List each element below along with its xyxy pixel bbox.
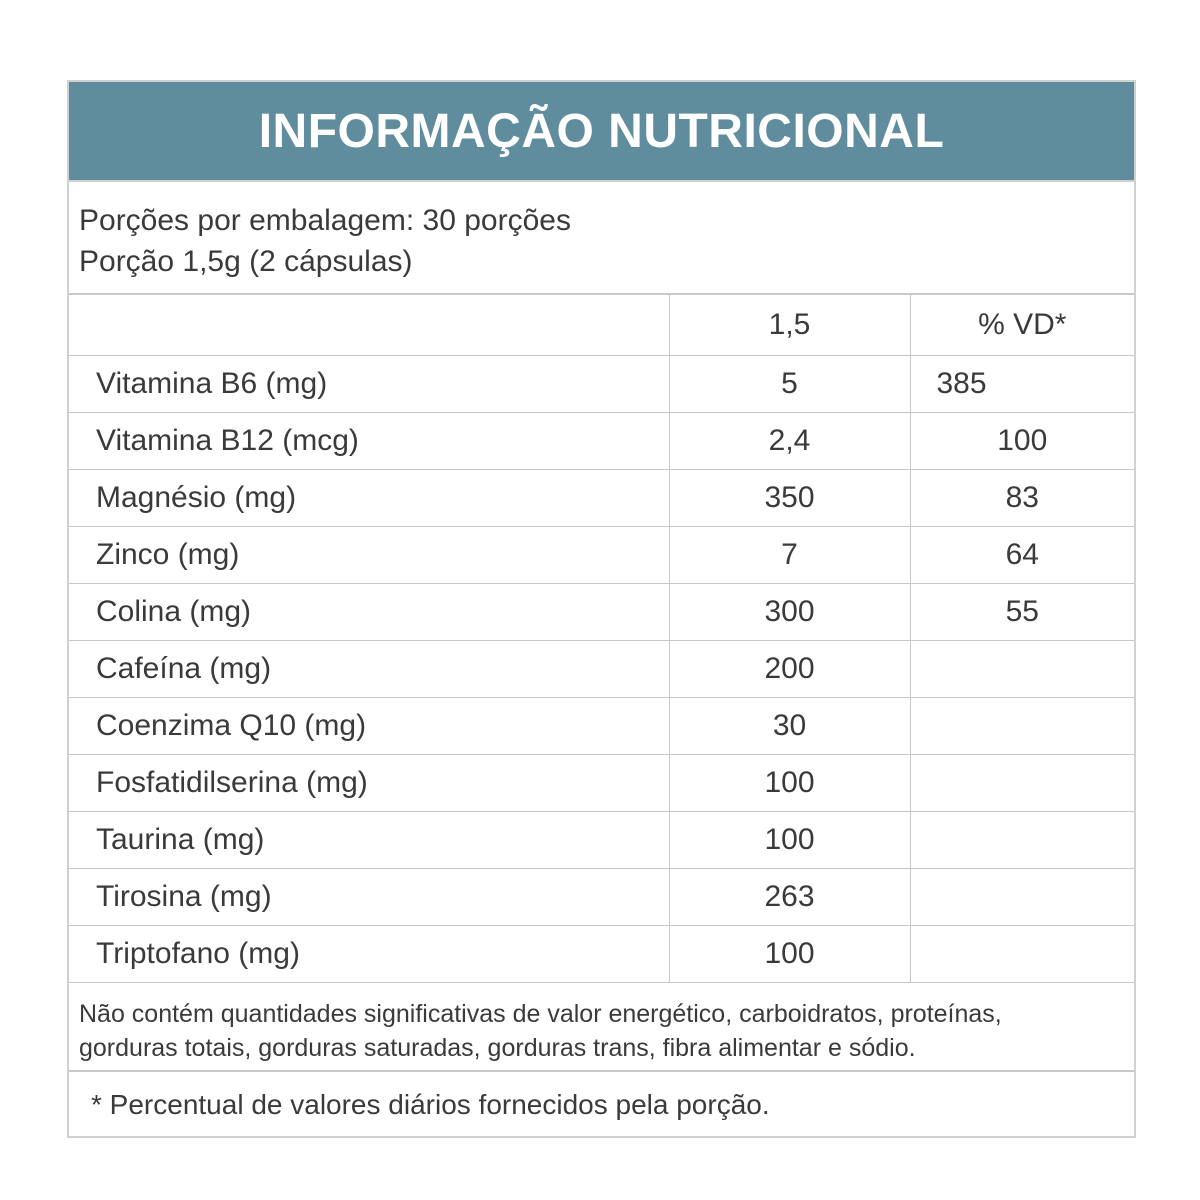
nutrient-amount: 350 [669,469,910,526]
nutrient-amount: 200 [669,640,910,697]
table-row [69,412,1134,469]
nutrient-amount: 100 [669,925,910,982]
column-header-amount: 1,5 [669,295,910,355]
nutrition-table [69,295,1134,983]
table-row [69,469,1134,526]
portion-size: Porção 1,5g (2 cápsulas) [79,245,413,278]
nutrient-name: Taurina (mg) [69,811,669,868]
table-row [69,355,1134,412]
table-row [69,925,1134,982]
nutrient-amount: 263 [669,868,910,925]
table-row [69,697,1134,754]
table-row [69,811,1134,868]
nutrient-amount: 2,4 [669,412,910,469]
nutrient-name: Coenzima Q10 (mg) [69,697,669,754]
nutrient-vd [910,697,1134,754]
nutrient-vd: 385 [910,355,1134,412]
nutrient-name: Vitamina B12 (mcg) [69,412,669,469]
nutrient-vd [910,640,1134,697]
nutrient-vd: 100 [910,412,1134,469]
nutrient-name: Tirosina (mg) [69,868,669,925]
vd-footnote: * Percentual de valores diários fornecidos pela porção. [91,1088,770,1120]
nutrient-name: Vitamina B6 (mg) [69,355,669,412]
nutrient-vd: 55 [910,583,1134,640]
note-line-2: gorduras totais, gorduras saturadas, gorduras trans, fibra alimentar e sódio. [79,1033,916,1062]
nutrient-name: Fosfatidilserina (mg) [69,754,669,811]
nutrient-name: Triptofano (mg) [69,925,669,982]
nutrient-vd [910,868,1134,925]
column-header-name [69,295,669,355]
nutrient-name: Zinco (mg) [69,526,669,583]
nutrient-vd [910,811,1134,868]
nutrient-vd [910,754,1134,811]
nutrient-vd: 83 [910,469,1134,526]
serving-info [69,182,1134,295]
table-row [69,868,1134,925]
nutrition-header [69,82,1134,182]
table-row [69,754,1134,811]
table-row [69,526,1134,583]
nutrient-vd: 64 [910,526,1134,583]
nutrient-amount: 100 [669,811,910,868]
nutrition-note [69,983,1134,1072]
nutrient-amount: 300 [669,583,910,640]
nutrition-title: INFORMAÇÃO NUTRICIONAL [258,104,945,158]
table-header-row [69,295,1134,355]
nutrient-name: Cafeína (mg) [69,640,669,697]
note-line-1: Não contém quantidades significativas de valor energético, carboidratos, proteínas, [79,999,1002,1028]
nutrient-vd [910,925,1134,982]
servings-per-package: Porções por embalagem: 30 porções [79,204,571,237]
table-row [69,583,1134,640]
nutrient-amount: 5 [669,355,910,412]
column-header-vd: % VD* [910,295,1134,355]
nutrient-name: Magnésio (mg) [69,469,669,526]
nutrient-amount: 30 [669,697,910,754]
table-row [69,640,1134,697]
nutrition-facts-panel [67,80,1136,1138]
nutrient-amount: 7 [669,526,910,583]
nutrient-amount: 100 [669,754,910,811]
nutrient-name: Colina (mg) [69,583,669,640]
